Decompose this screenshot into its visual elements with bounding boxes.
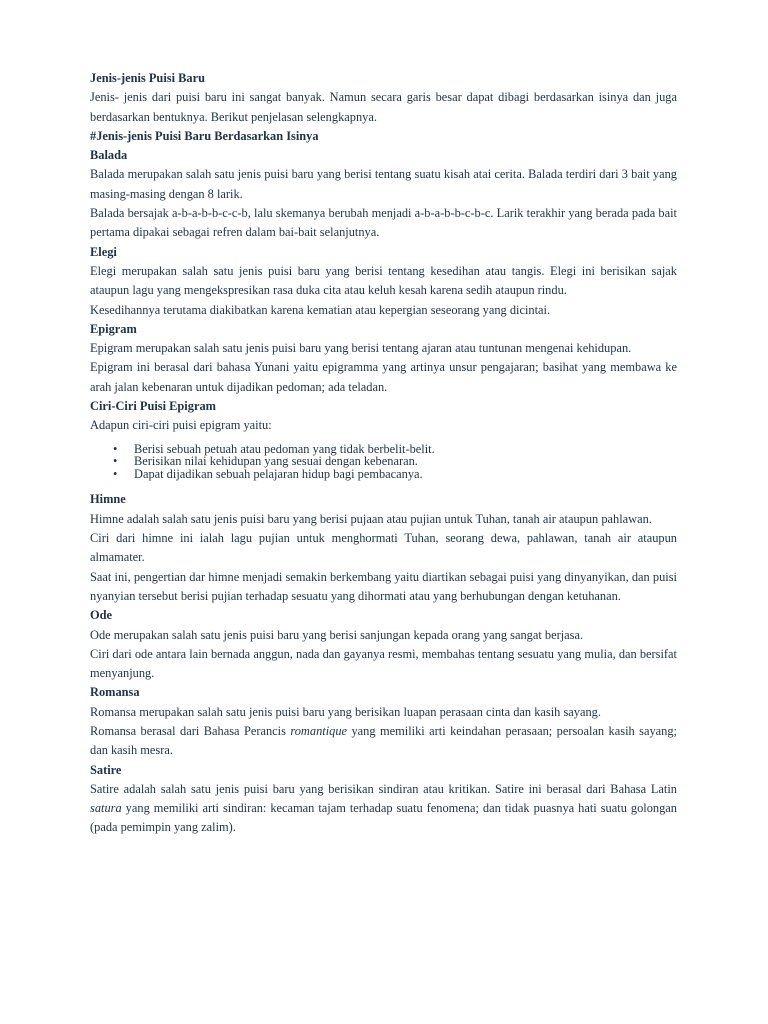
romansa-text-after: yang memiliki arti keindahan perasaan; persoalan kasih sayang; dan kasih mesra. — [90, 723, 677, 758]
bullet-icon: • — [113, 441, 118, 456]
intro-paragraph: Jenis- jenis dari puisi baru ini sangat banyak. Namun secara garis besar dapat dibagi berdasarkan isinya dan juga berdasarkan bentuknya. Berikut penjelasan selengkapnya. — [90, 90, 677, 124]
balada-paragraph-1: Balada merupakan salah satu jenis puisi baru yang berisi tentang suatu kisah atai cerita. Balada terdiri dari 3 bait yang masing-masing dengan 8 larik. — [90, 167, 677, 201]
document-page — [90, 69, 677, 838]
romansa-paragraph-1: Romansa merupakan salah satu jenis puisi baru yang berisikan luapan perasaan cinta dan kasih sayang. — [90, 704, 601, 719]
list-item — [113, 466, 677, 481]
romansa-italic-term: romantique — [290, 723, 348, 738]
himne-paragraph-2: Ciri dari himne ini ialah lagu pujian untuk menghormati Tuhan, seorang dewa, pahlawan, tanah air ataupun almamater. — [90, 531, 677, 565]
ciri-epigram-intro: Adapun ciri-ciri puisi epigram yaitu: — [90, 418, 272, 433]
list-item-text: Berisikan nilai kehidupan yang sesuai dengan kebenaran. — [134, 454, 418, 469]
himne-paragraph-3: Saat ini, pengertian dar himne menjadi semakin berkembang yaitu diartikan sebagai puisi yang dinyanyikan, dan puisi nyanyian tersebut berisi pujian terhadap sesuatu yang dihormati atau yang berhubungan dengan ketuhanan. — [90, 569, 677, 603]
romansa-paragraph-2 — [90, 722, 677, 761]
satire-heading: Satire — [90, 762, 122, 777]
ciri-epigram-list — [90, 443, 677, 481]
ciri-epigram-heading: Ciri-Ciri Puisi Epigram — [90, 399, 216, 414]
ode-paragraph-1: Ode merupakan salah satu jenis puisi baru yang berisi sanjungan kepada orang yang sangat berjasa. — [90, 627, 584, 642]
romansa-text-before: Romansa berasal dari Bahasa Perancis — [90, 723, 291, 738]
epigram-heading: Epigram — [90, 321, 137, 336]
epigram-paragraph-1: Epigram merupakan salah satu jenis puisi baru yang berisi tentang ajaran atau tuntunan mengenai kehidupan. — [90, 341, 632, 356]
document-title: Jenis-jenis Puisi Baru — [90, 71, 205, 85]
himne-heading: Himne — [90, 492, 126, 507]
satire-paragraph-1 — [90, 780, 677, 838]
bullet-icon: • — [113, 466, 118, 481]
list-item-text: Berisi sebuah petuah atau pedoman yang tidak berbelit-belit. — [134, 441, 435, 456]
romansa-heading: Romansa — [90, 685, 140, 700]
elegi-heading: Elegi — [90, 244, 117, 259]
epigram-paragraph-2: Epigram ini berasal dari bahasa Yunani yaitu epigramma yang artinya unsur pengajaran; basihat yang membawa ke arah jalan kebenaran untuk dijadikan pedoman; ada teladan. — [90, 360, 677, 394]
satire-italic-term: satura — [90, 801, 122, 816]
ode-heading: Ode — [90, 608, 113, 623]
bullet-icon: • — [113, 454, 118, 469]
list-item-text: Dapat dijadikan sebuah pelajaran hidup bagi pembacanya. — [134, 466, 423, 481]
satire-text-before: Satire adalah salah satu jenis puisi baru yang berisikan sindiran atau kritikan. Satire ini berasal dari Bahasa Latin — [90, 781, 677, 796]
satire-text-after: yang memiliki arti sindiran: kecaman tajam terhadap suatu fenomena; dan tidak puasnya hati suatu golongan (pada pemimpin yang zalim). — [90, 801, 677, 835]
elegi-paragraph-2: Kesedihannya terutama diakibatkan karena kematian atau kepergian seseorang yang dicintai. — [90, 302, 551, 317]
balada-heading: Balada — [90, 148, 128, 163]
balada-paragraph-2: Balada bersajak a-b-a-b-b-c-c-b, lalu skemanya berubah menjadi a-b-a-b-b-c-b-c. Larik terakhir yang berada pada bait pertama dipakai sebagai refren dalam bai-bait selanjutnya. — [90, 206, 677, 240]
elegi-paragraph-1: Elegi merupakan salah satu jenis puisi baru yang berisi tentang kesedihan atau tangis. Elegi ini berisikan sajak ataupun lagu yang mengekspresikan rasa duka cita atau keluh kesah karena sedih ataupun rindu. — [90, 263, 677, 298]
himne-paragraph-1: Himne adalah salah satu jenis puisi baru yang berisi pujaan atau pujian untuk Tuhan, tanah air ataupun pahlawan. — [90, 511, 652, 526]
ode-paragraph-2: Ciri dari ode antara lain bernada anggun, nada dan gayanya resmi, membahas tentang sesuatu yang mulia, dan bersifat menyanjung. — [90, 646, 677, 681]
section-heading: #Jenis-jenis Puisi Baru Berdasarkan Isinya — [90, 128, 319, 143]
